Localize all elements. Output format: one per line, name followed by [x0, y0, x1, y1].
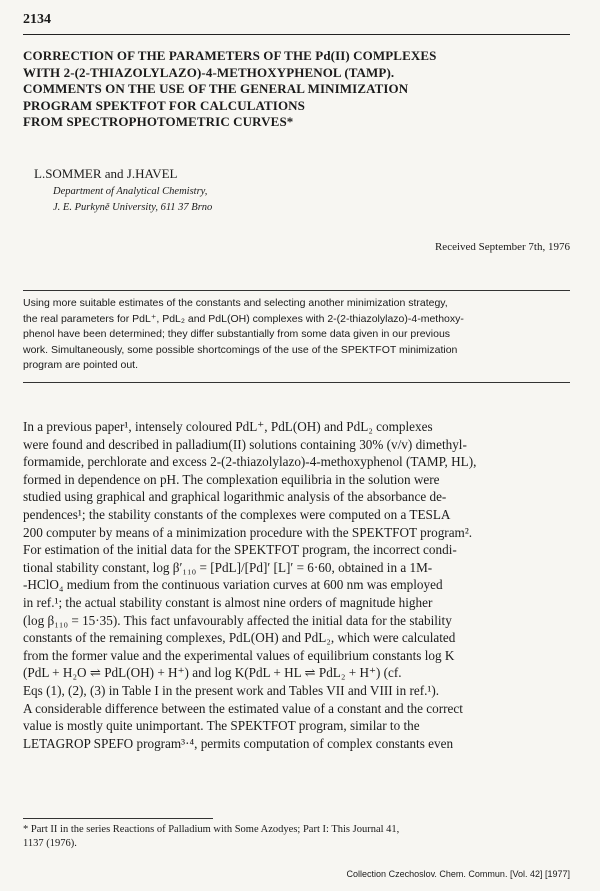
authors: L.SOMMER and J.HAVEL — [34, 166, 178, 181]
body-line: in ref.¹; the actual stability constant is almost nine orders of magnitude higher — [23, 594, 433, 610]
body-text — [23, 418, 570, 752]
footnote-line: 1137 (1976). — [23, 838, 77, 849]
abstract-line: work. Simultaneously, some possible shortcomings of the use of the SPEKTFOT minimization — [23, 343, 458, 356]
abstract-line: phenol have been determined; they differ substantially from some data given in our previous — [23, 328, 451, 340]
body-line: (PdL + H₂O ⇌ PdL(OH) + H⁺) and log K(PdL + HL ⇌ PdL₂ + H⁺) (cf. — [23, 665, 402, 681]
body-line: value is mostly quite unimportant. The SPEKTFOT program, similar to the — [23, 718, 420, 734]
affiliation — [53, 184, 212, 216]
body-line: studied using graphical and graphical logarithmic analysis of the absorbance de- — [23, 489, 447, 505]
body-line: 200 computer by means of a minimization procedure with the SPEKTFOT program². — [23, 524, 473, 540]
body-line: formed in dependence on pH. The complexation equilibria in the solution were — [23, 471, 440, 487]
body-line: pendences¹; the stability constants of the complexes were computed on a TESLA — [23, 506, 451, 522]
body-line: For estimation of the initial data for the SPEKTFOT program, the incorrect condi- — [23, 542, 457, 558]
header-rule — [23, 34, 570, 35]
footnote-rule — [23, 818, 213, 819]
body-line: (log β₁₁₀ = 15·35). This fact unfavourably affected the initial data for the stability — [23, 612, 452, 628]
body-line: LETAGROP SPEFO program³·⁴, permits computation of complex constants even — [23, 735, 454, 751]
body-line: Eqs (1), (2), (3) in Table I in the present work and Tables VII and VIII in ref.¹). — [23, 682, 440, 698]
title-line: CORRECTION OF THE PARAMETERS OF THE Pd(II) COMPLEXES — [23, 48, 437, 63]
journal-citation: Collection Czechoslov. Chem. Commun. [Vol. 42] [1977] — [346, 869, 570, 879]
abstract-line: the real parameters for PdL⁺, PdL₂ and PdL(OH) complexes with 2-(2-thiazolylazo)-4-methoxy- — [23, 312, 464, 325]
body-line: formamide, perchlorate and excess 2-(2-thiazolylazo)-4-methoxyphenol (TAMP, HL), — [23, 454, 477, 470]
title-line: PROGRAM SPEKTFOT FOR CALCULATIONS — [23, 97, 305, 113]
page-number: 2134 — [23, 12, 51, 27]
body-line: were found and described in palladium(II) solutions containing 30% (v/v) dimethyl- — [23, 436, 467, 452]
abstract-line: program are pointed out. — [23, 359, 138, 371]
body-line: tional stability constant, log β′₁₁₀ = [PdL]/[Pd]′ [L]′ = 6·60, obtained in a 1M- — [23, 559, 433, 575]
title-line: WITH 2-(2-THIAZOLYLAZO)-4-METHOXYPHENOL (TAMP). — [23, 64, 395, 80]
footnote — [23, 823, 568, 851]
body-line: constants of the remaining complexes, PdL(OH) and PdL₂, which were calculated — [23, 630, 456, 646]
abstract — [23, 296, 570, 374]
abstract-line: Using more suitable estimates of the constants and selecting another minimization strategy, — [23, 297, 448, 309]
body-line: A considerable difference between the estimated value of a constant and the correct — [23, 700, 463, 716]
affiliation-line: Department of Analytical Chemistry, — [53, 186, 208, 197]
footnote-line: * Part II in the series Reactions of Palladium with Some Azodyes; Part I: This Journal 41, — [23, 824, 400, 835]
received-date: Received September 7th, 1976 — [434, 241, 570, 253]
affiliation-line: J. E. Purkyně University, 611 37 Brno — [53, 202, 213, 213]
body-line: from the former value and the experimental values of equilibrium constants log K — [23, 647, 455, 663]
abstract-bottom-rule — [23, 382, 570, 383]
body-line: In a previous paper¹, intensely coloured PdL⁺, PdL(OH) and PdL₂ complexes — [23, 419, 433, 434]
title-line: FROM SPECTROPHOTOMETRIC CURVES* — [23, 114, 294, 129]
abstract-top-rule — [23, 290, 570, 291]
title-line: COMMENTS ON THE USE OF THE GENERAL MINIMIZATION — [23, 81, 409, 96]
article-title — [23, 48, 568, 131]
body-line: -HClO₄ medium from the continuous variation curves at 600 nm was employed — [23, 577, 443, 593]
